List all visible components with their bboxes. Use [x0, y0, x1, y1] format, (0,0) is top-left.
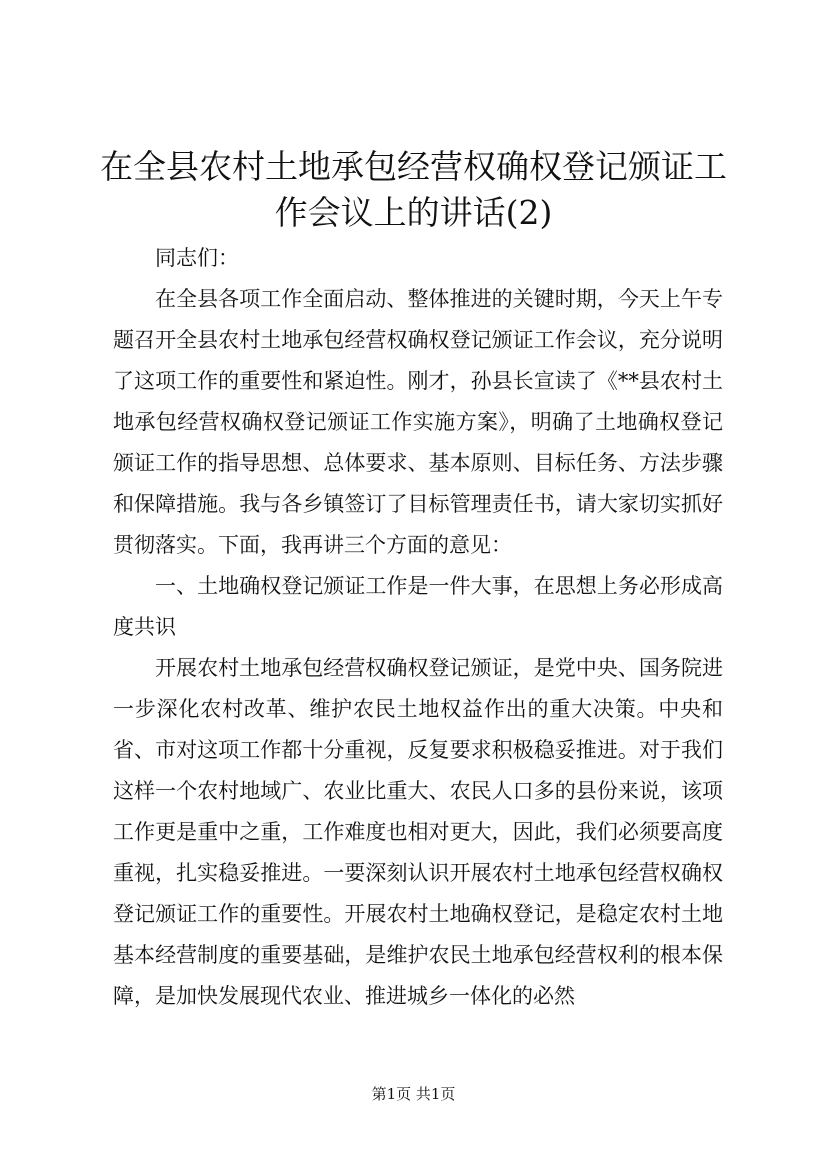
paragraph-intro: 在全县各项工作全面启动、整体推进的关键时期，今天上午专题召开全县农村土地承包经营权确权登记颁证工作会议，充分说明了这项工作的重要性和紧迫性。刚才，孙县长宣读了《**县农村土地承包经营权确权登记颁证工作实施方案》，明确了土地确权登记颁证工作的指导思想、总体要求、基本原则、目标任务、方法步骤和保障措施。我与各乡镇签订了目标管理责任书，请大家切实抓好贯彻落实。下面，我再讲三个方面的意见：: [113, 287, 723, 557]
document-title: 在全县农村土地承包经营权确权登记颁证工作会议上的讲话(2): [100, 147, 727, 232]
section-heading-1: 一、土地确权登记颁证工作是一件大事，在思想上务必形成高度共识: [113, 574, 723, 639]
paragraph-section-1: 开展农村土地承包经营权确权登记颁证，是党中央、国务院进一步深化农村改革、维护农民土地权益作出的重大决策。中央和省、市对这项工作都十分重视，反复要求积极稳妥推进。对于我们这样一个农村地域广、农业比重大、农民人口多的县份来说，该项工作更是重中之重，工作难度也相对更大，因此，我们必须要高度重视，扎实稳妥推进。一要深刻认识开展农村土地承包经营权确权登记颁证工作的重要性。开展农村土地确权登记，是稳定农村土地基本经营制度的重要基础，是维护农民土地承包经营权利的根本保障，是加快发展现代农业、推进城乡一体化的必然: [113, 656, 723, 1008]
page-footer: 第1页 共1页: [371, 1085, 456, 1103]
document-body: [113, 238, 723, 1017]
greeting-line: 同志们：: [155, 246, 239, 270]
